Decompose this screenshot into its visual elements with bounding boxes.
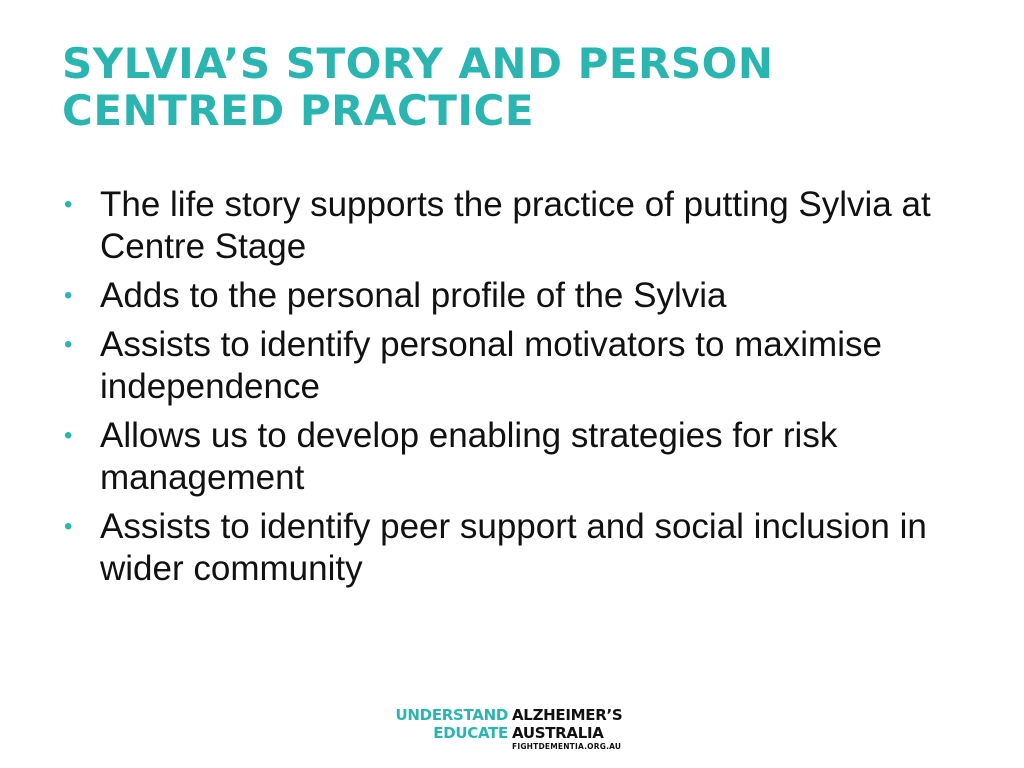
logo-url-text: FIGHTDEMENTIA.ORG.AU [512,742,622,751]
logo-tagline [396,706,508,742]
bullet-icon: • [64,422,73,449]
bullet-icon: • [64,513,73,540]
bullet-text: Assists to identify peer support and social inclusion in wider community [100,507,927,588]
bullet-icon: • [64,191,73,218]
bullet-icon: • [64,331,73,358]
slide-title: SYLVIA’S STORY AND PERSON CENTRED PRACTICE [62,39,774,135]
bullet-item [62,275,962,317]
bullet-text: Assists to identify personal motivators to maximise independence [100,325,882,406]
bullet-item [62,324,962,408]
logo-educate-text: EDUCATE [433,724,508,742]
bullet-list [62,184,962,597]
bullet-item [62,184,962,268]
logo-alzheimers-text: ALZHEIMER’S [512,706,623,724]
bullet-text: Allows us to develop enabling strategies for risk management [100,416,838,497]
logo-understand-text: UNDERSTAND [395,706,508,724]
bullet-icon: • [64,282,73,309]
bullet-text: Adds to the personal profile of the Sylvia [100,276,727,315]
alzheimers-australia-logo [372,706,662,752]
bullet-text: The life story supports the practice of putting Sylvia at Centre Stage [100,185,931,266]
logo-australia-text: AUSTRALIA [512,724,604,742]
bullet-item [62,506,962,590]
logo-wordmark [512,706,622,752]
bullet-item [62,415,962,499]
